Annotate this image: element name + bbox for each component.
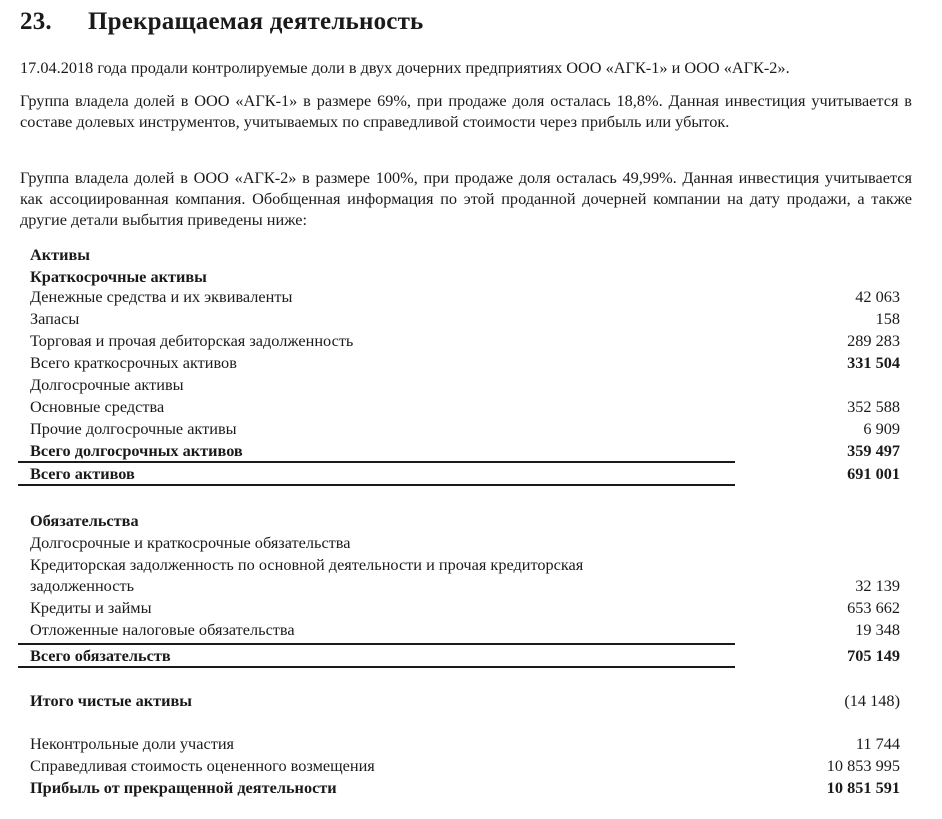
row-label: Неконтрольные доли участия [30, 734, 235, 753]
table-row [30, 733, 900, 755]
row-value: 359 497 [847, 441, 900, 460]
section-number: 23. [20, 8, 52, 35]
row-value: 289 283 [847, 331, 900, 350]
row-value: 11 744 [855, 734, 900, 753]
row-label: Прибыль от прекращенной деятельности [30, 778, 337, 797]
table-row [30, 554, 900, 576]
row-label: задолженность [30, 576, 134, 595]
row-value: 42 063 [855, 287, 900, 306]
row-label: Справедливая стоимость оцененного возмещения [30, 756, 375, 775]
row-value: 352 588 [847, 397, 900, 416]
row-label: Итого чистые активы [30, 691, 192, 710]
row-label: Активы [30, 245, 91, 264]
row-value: 158 [875, 309, 900, 328]
table-row [30, 532, 900, 554]
row-value: 10 853 995 [826, 756, 900, 775]
table-row [30, 266, 900, 288]
row-value: 331 504 [847, 353, 900, 372]
row-label: Краткосрочные активы [30, 267, 207, 286]
row-label: Кредиторская задолженность по основной деятельности и прочая кредиторская [30, 555, 584, 574]
table-row [30, 755, 900, 777]
table-row [30, 510, 900, 532]
table-row [30, 396, 900, 418]
row-value: 10 851 591 [826, 778, 900, 797]
table-row [30, 575, 900, 597]
table-row [30, 244, 900, 266]
row-label: Долгосрочные и краткосрочные обязательства [30, 533, 351, 552]
paragraph-agk1: Группа владела долей в ООО «АГК-1» в размере 69%, при продаже доля осталась 18,8%. Данная инвестиция учитывается в составе долевых инструментов, учитываемых по справедливой стоимости через прибыль или убыток. [20, 91, 912, 131]
row-label: Отложенные налоговые обязательства [30, 620, 295, 639]
row-label: Всего краткосрочных активов [30, 353, 237, 372]
table-row [30, 308, 900, 330]
row-label: Прочие долгосрочные активы [30, 419, 237, 438]
row-label: Денежные средства и их эквиваленты [30, 287, 293, 306]
row-label: Всего активов [30, 464, 135, 483]
row-value: 19 348 [855, 620, 900, 639]
table-row [30, 645, 900, 667]
table-row [30, 374, 900, 396]
row-label: Долгосрочные активы [30, 375, 184, 394]
row-label: Кредиты и займы [30, 598, 152, 617]
table-row [30, 597, 900, 619]
row-value: 691 001 [847, 464, 900, 483]
row-label: Запасы [30, 309, 80, 328]
table-row [30, 463, 900, 485]
row-value: 32 139 [855, 576, 900, 595]
row-label: Основные средства [30, 397, 165, 416]
row-label: Всего долгосрочных активов [30, 441, 243, 460]
row-label: Торговая и прочая дебиторская задолженность [30, 331, 354, 350]
row-label: Всего обязательств [30, 646, 171, 665]
table-row [30, 418, 900, 440]
table-row [30, 440, 900, 462]
row-value: 653 662 [847, 598, 900, 617]
paragraph-sale-date: 17.04.2018 года продали контролируемые доли в двух дочерних предприятиях ООО «АГК-1» и ООО «АГК-2». [20, 58, 790, 77]
table-row [30, 777, 900, 799]
section-title: Прекращаемая деятельность [88, 8, 424, 35]
row-value: 6 909 [863, 419, 900, 438]
table-row [30, 330, 900, 352]
table-row [30, 619, 900, 641]
paragraph-agk2: Группа владела долей в ООО «АГК-2» в размере 100%, при продаже доля осталась 49,99%. Данная инвестиция учитывается как ассоциированная компания. Обобщенная информация по этой проданной дочерней компании на дату продажи, а также другие детали выбытия приведены ниже: [20, 168, 912, 229]
table-row [30, 690, 900, 712]
table-row [30, 286, 900, 308]
row-label: Обязательства [30, 511, 139, 530]
table-row [30, 352, 900, 374]
row-value: 705 149 [847, 646, 900, 665]
row-value: (14 148) [844, 691, 900, 710]
